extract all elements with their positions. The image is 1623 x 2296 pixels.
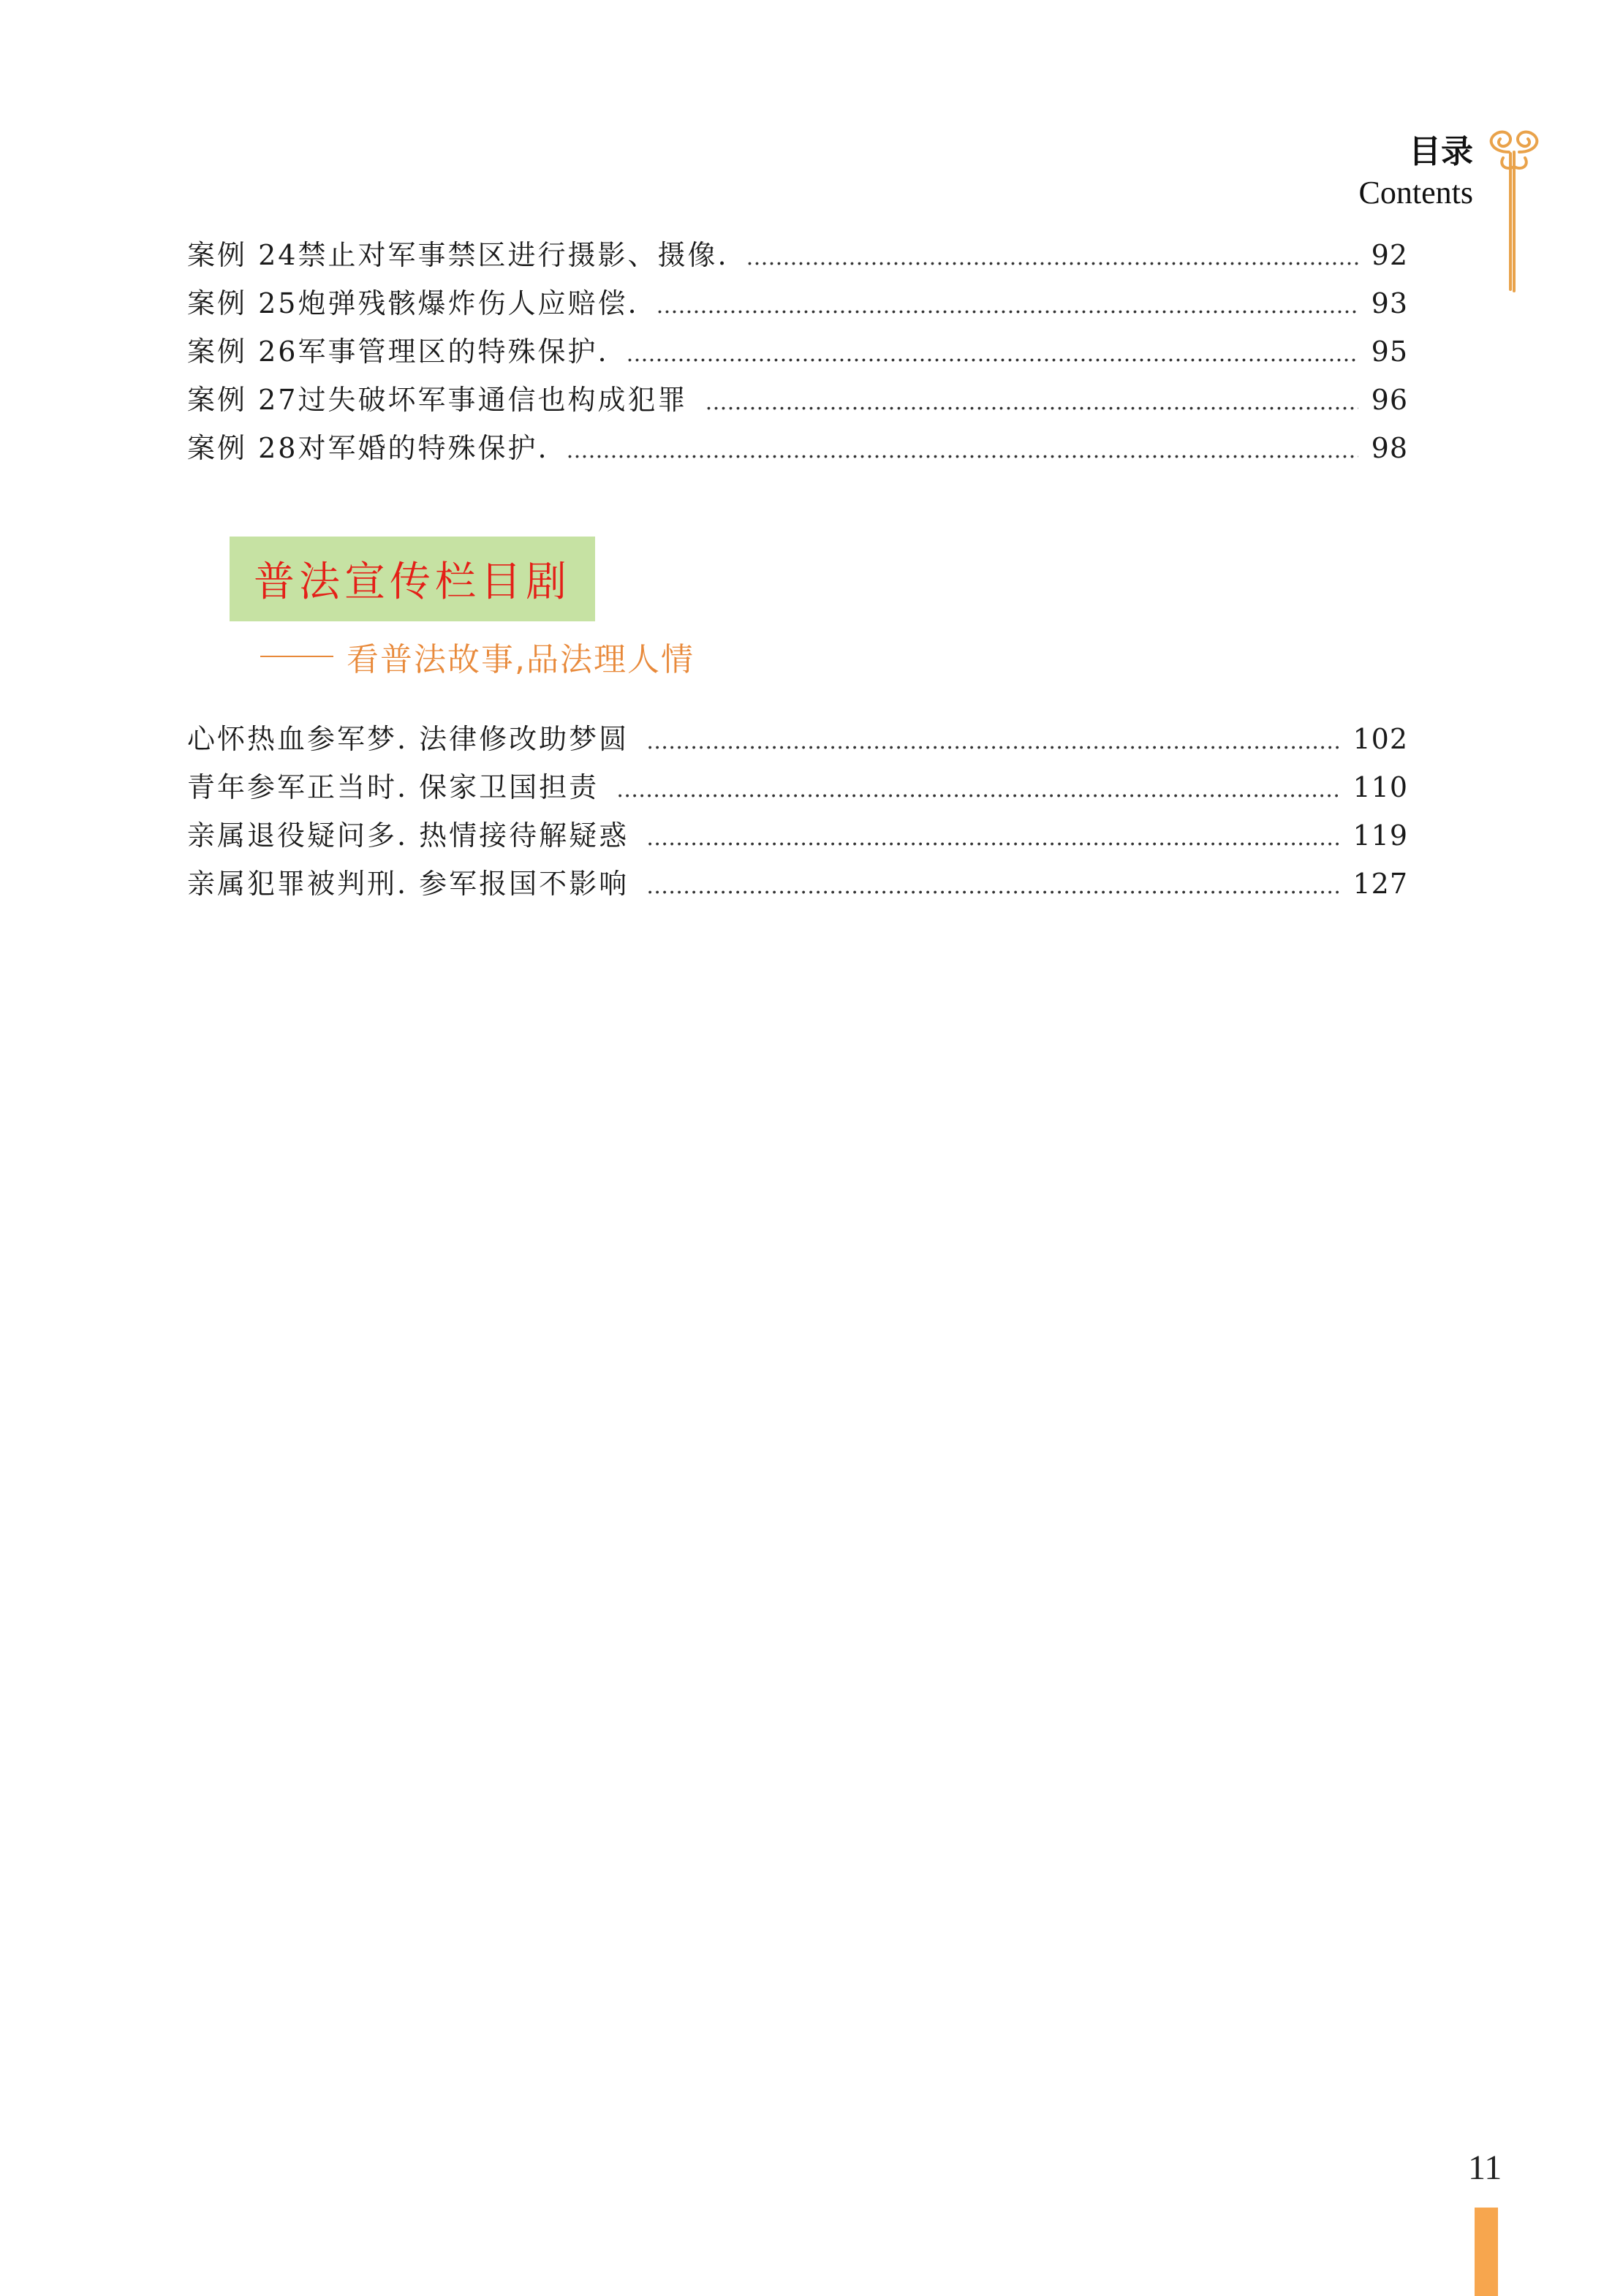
case-title: 军事管理区的特殊保护. [298,336,609,368]
toc-entry[interactable] [187,765,1408,813]
page-ref: 119 [1352,819,1408,852]
case-number: 案例 27 [187,384,298,416]
page-ref: 92 [1371,239,1408,271]
header-title-en: Contents [1358,175,1473,211]
drama-title: 亲属犯罪被判刑. 参军报国不影响 [187,868,629,900]
section-subtitle: 看普法故事,品法理人情 [347,641,695,678]
toc-entry[interactable] [187,377,1408,425]
page-ref: 102 [1352,723,1408,755]
drama-list [187,716,1408,909]
page-ref: 95 [1371,336,1408,368]
case-number: 案例 25 [187,287,298,319]
page-ref: 93 [1371,287,1408,319]
page-ref: 98 [1371,432,1408,464]
dot-leader [567,432,1358,464]
subtitle-dash [260,656,333,657]
toc-entry[interactable] [187,813,1408,861]
toc-entry[interactable] [187,329,1408,377]
dot-leader [627,336,1358,368]
dot-leader [657,287,1358,319]
case-number: 案例 24 [187,239,298,271]
case-number: 案例 26 [187,336,298,368]
case-title: 炮弹残骸爆炸伤人应赔偿. [298,287,639,319]
dot-leader [646,868,1339,900]
case-title: 禁止对军事禁区进行摄影、摄像. [298,239,729,271]
case-title: 对军婚的特殊保护. [298,432,549,464]
toc-entry[interactable] [187,861,1408,909]
page-header [1359,132,1473,213]
dot-leader [616,771,1339,803]
toc-entry[interactable] [187,281,1408,329]
page-ref: 110 [1352,771,1408,803]
section-subtitle-row [260,633,695,680]
page-ref: 96 [1371,384,1408,416]
dot-leader [705,384,1358,416]
header-title-cn: 目录 [1409,133,1473,170]
section-banner [230,537,595,621]
case-title: 过失破坏军事通信也构成犯罪 [298,384,688,416]
edge-tab [1475,2208,1498,2296]
toc-entry[interactable] [187,716,1408,765]
page-number: 11 [1468,2148,1502,2187]
case-list [187,232,1408,474]
dot-leader [746,239,1358,271]
drama-title: 心怀热血参军梦. 法律修改助梦圆 [187,723,629,755]
section-title: 普法宣传栏目剧 [254,558,571,606]
drama-title: 亲属退役疑问多. 热情接待解疑惑 [187,819,629,852]
page-ref: 127 [1352,868,1408,900]
toc-entry[interactable] [187,232,1408,281]
case-number: 案例 28 [187,432,298,464]
scroll-ornament-icon [1477,123,1550,298]
drama-title: 青年参军正当时. 保家卫国担责 [187,771,599,803]
toc-entry[interactable] [187,425,1408,474]
dot-leader [646,819,1339,852]
dot-leader [646,723,1339,755]
